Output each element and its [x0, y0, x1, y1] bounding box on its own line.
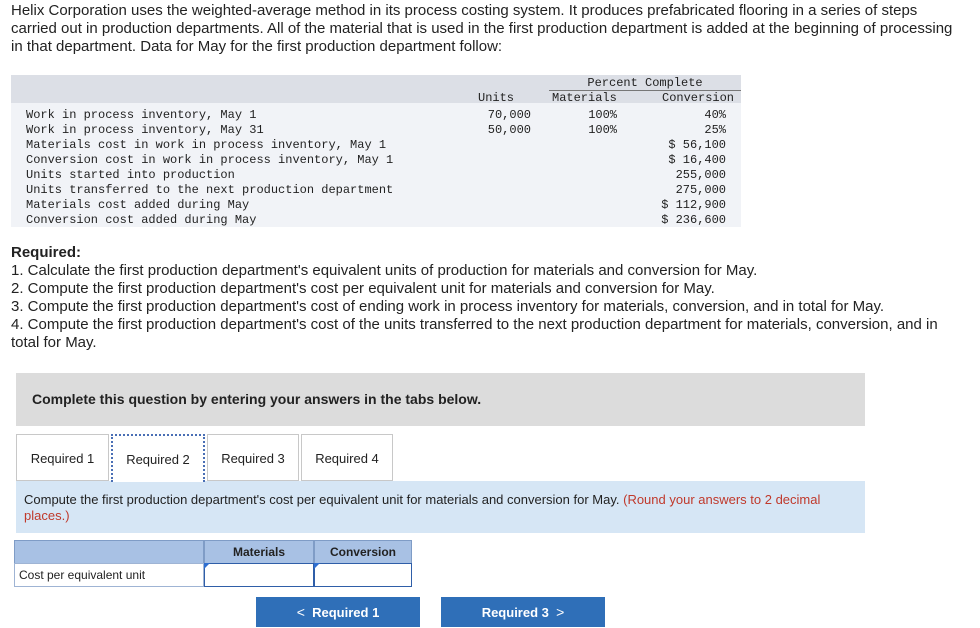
data-row — [11, 198, 741, 213]
row-conversion: $ 112,900 — [661, 198, 726, 212]
percent-complete-header: Percent Complete — [587, 76, 703, 90]
grid-header-materials: Materials — [204, 540, 314, 564]
row-materials: 100% — [588, 123, 617, 137]
row-units: 50,000 — [487, 123, 531, 137]
required-heading: Required: — [11, 244, 82, 261]
required-item: 3. Compute the first production department's cost of ending work in process inventory for materials, conversion, and in total for May. — [11, 298, 885, 315]
col-materials-header: Materials — [552, 91, 617, 105]
grid-row-label: Cost per equivalent unit — [14, 563, 204, 587]
required-item: 1. Calculate the first production department's equivalent units of production for materials and conversion for May. — [11, 262, 758, 279]
row-conversion: 25% — [704, 123, 726, 137]
row-conversion: 40% — [704, 108, 726, 122]
data-row — [11, 213, 741, 228]
row-conversion: $ 56,100 — [668, 138, 726, 152]
tab-instruction — [16, 481, 865, 533]
row-label: Work in process inventory, May 1 — [26, 108, 257, 122]
data-row — [11, 138, 741, 153]
col-units-header: Units — [478, 91, 515, 105]
row-materials: 100% — [588, 108, 617, 122]
data-row — [11, 123, 741, 138]
input-marker-icon — [204, 563, 210, 569]
tab-required-2[interactable]: Required 2 — [111, 434, 205, 482]
col-conversion-header: Conversion — [662, 91, 735, 105]
required-section — [11, 244, 961, 352]
row-label: Materials cost added during May — [26, 198, 250, 212]
tab-required-4[interactable]: Required 4 — [301, 434, 393, 481]
instruction-text: Compute the first production department's cost per equivalent unit for materials and conversion for May. — [24, 492, 620, 507]
grid-header-conversion: Conversion — [314, 540, 412, 564]
row-label: Units started into production — [26, 168, 235, 182]
row-conversion: $ 236,600 — [661, 213, 726, 227]
rounding-hint: (Round your answers to 2 decimal places.) — [24, 492, 821, 523]
chevron-left-icon: < — [296, 604, 305, 620]
conversion-input-cell — [314, 563, 412, 587]
input-marker-icon — [314, 563, 320, 569]
required-item: 4. Compute the first production department's cost of the units transferred to the next production department for materials, conversion, and in total for May. — [11, 316, 938, 351]
row-label: Conversion cost in work in process inventory, May 1 — [26, 153, 394, 167]
prev-button-label: Required 1 — [312, 605, 380, 620]
data-row — [11, 108, 741, 123]
row-label: Conversion cost added during May — [26, 213, 257, 227]
row-units: 70,000 — [487, 108, 531, 122]
row-label: Work in process inventory, May 31 — [26, 123, 264, 137]
data-row — [11, 168, 741, 183]
conversion-cost-input[interactable] — [314, 563, 412, 587]
grid-corner-header — [14, 540, 204, 564]
row-label: Units transferred to the next production department — [26, 183, 394, 197]
data-row — [11, 183, 741, 198]
chevron-right-icon: > — [556, 604, 565, 620]
tab-required-3[interactable]: Required 3 — [207, 434, 299, 481]
row-label: Materials cost in work in process inventory, May 1 — [26, 138, 387, 152]
materials-cost-input[interactable] — [204, 563, 314, 587]
next-button-label: Required 3 — [481, 605, 549, 620]
problem-intro: Helix Corporation uses the weighted-average method in its process costing system. It produces prefabricated flooring in a series of steps carried out in production departments. All of the material that is used in the first production department is added at the beginning of processing in that department. Data for May for the first production department follow: — [11, 2, 953, 55]
data-row — [11, 153, 741, 168]
tab-required-1[interactable]: Required 1 — [16, 434, 109, 481]
row-conversion: 255,000 — [675, 168, 726, 182]
materials-input-cell — [204, 563, 314, 587]
required-item: 2. Compute the first production department's cost per equivalent unit for materials and conversion for May. — [11, 280, 715, 297]
instructions-banner: Complete this question by entering your answers in the tabs below. — [16, 373, 865, 426]
row-conversion: $ 16,400 — [668, 153, 726, 167]
row-conversion: 275,000 — [675, 183, 726, 197]
